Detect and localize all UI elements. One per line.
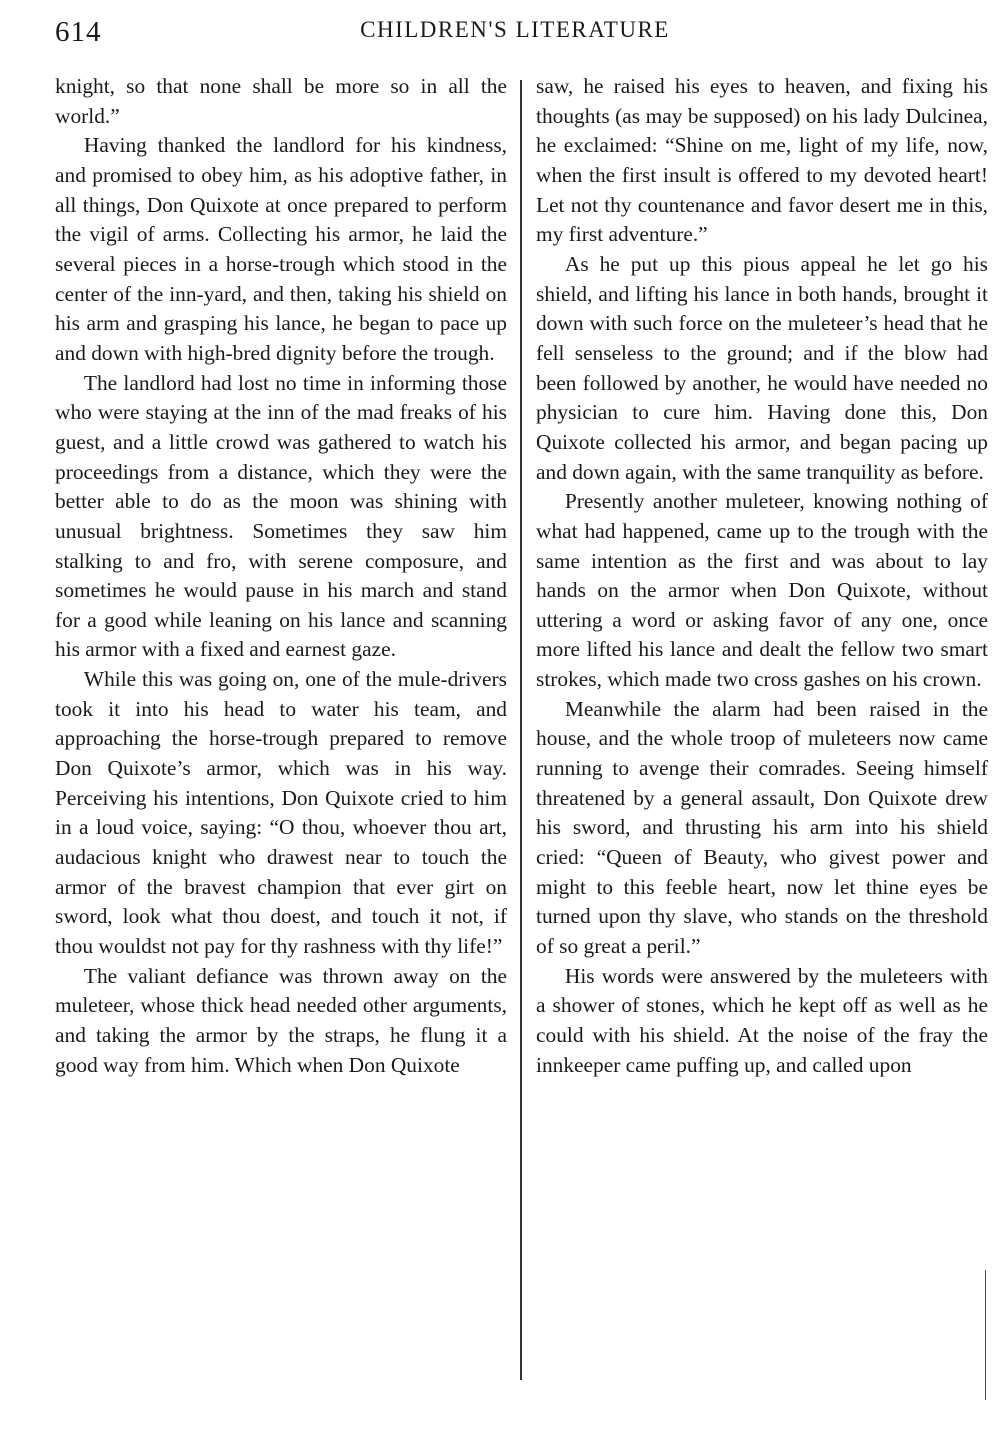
running-head: CHILDREN'S LITERATURE [360, 17, 670, 42]
paragraph: Presently another muleteer, knowing nothing of what had happened, came up to the trough with the same intention as the first and was about to lay hands on the armor when Don Quixote, without uttering a word or asking favor of any one, once more lifted his lance and dealt the fellow two smart strokes, which made two cross gashes on his crown. [536, 489, 988, 692]
paragraph: saw, he raised his eyes to heaven, and fixing his thoughts (as may be supposed) on his lady Dulcinea, he exclaimed: “Shine on me, light of my life, now, when the first insult is offered to my devoted heart! Let not thy countenance and favor desert me in this, my first adventure.” [536, 74, 988, 247]
paragraph: knight, so that none shall be more so in all the world.” [55, 74, 507, 128]
left-column [55, 72, 507, 1080]
column-divider [520, 80, 522, 1380]
paragraph: The valiant defiance was thrown away on the muleteer, whose thick head needed other arguments, and taking the armor by the straps, he flung it a good way from him. Which when Don Quixote [55, 963, 507, 1077]
right-column [536, 72, 988, 1080]
paragraph: While this was going on, one of the mule-drivers took it into his head to water his team, and approaching the horse-trough prepared to remove Don Quixote’s armor, which was in his way. Perceiving his intentions, Don Quixote cried to him in a loud voice, saying: “O thou, whoever thou art, audacious knight who drawest near to touch the armor of the bravest champion that ever girt on sword, look what thou doest, and touch it not, if thou wouldst not pay for thy rashness with thy life!” [55, 667, 507, 959]
paragraph: As he put up this pious appeal he let go his shield, and lifting his lance in both hands, brought it down with such force on the muleteer’s head that he fell senseless to the ground; and if the blow had been followed by another, he would have needed no physician to cure him. Having done this, Don Quixote collected his armor, and began pacing up and down again, with the same tranquility as before. [536, 251, 988, 484]
page-number: 614 [55, 16, 102, 48]
page-edge-mark [985, 1270, 987, 1400]
paragraph: The landlord had lost no time in informing those who were staying at the inn of the mad freaks of his guest, and a little crowd was gathered to watch his proceedings from a distance, which they were the better able to do as the moon was shining with unusual brightness. Sometimes they saw him stalking to and fro, with serene composure, and sometimes he would pause in his march and stand for a good while leaning on his lance and scanning his armor with a fixed and earnest gaze. [55, 370, 507, 662]
paragraph: Meanwhile the alarm had been raised in the house, and the whole troop of muleteers now came running to avenge their comrades. Seeing himself threatened by a general assault, Don Quixote drew his sword, and thrusting his arm into his shield cried: “Queen of Beauty, who givest power and might to this feeble heart, now let thine eyes be turned upon thy slave, who stands on the threshold of so great a peril.” [536, 696, 988, 959]
paragraph: Having thanked the landlord for his kindness, and promised to obey him, as his adoptive father, in all things, Don Quixote at once prepared to perform the vigil of arms. Collecting his armor, he laid the several pieces in a horse-trough which stood in the center of the inn-yard, and then, taking his shield on his arm and grasping his lance, he began to pace up and down with high-bred dignity before the trough. [55, 133, 507, 365]
paragraph: His words were answered by the muleteers with a shower of stones, which he kept off as well as he could with his shield. At the noise of the fray the innkeeper came puffing up, and called upon [536, 963, 988, 1077]
